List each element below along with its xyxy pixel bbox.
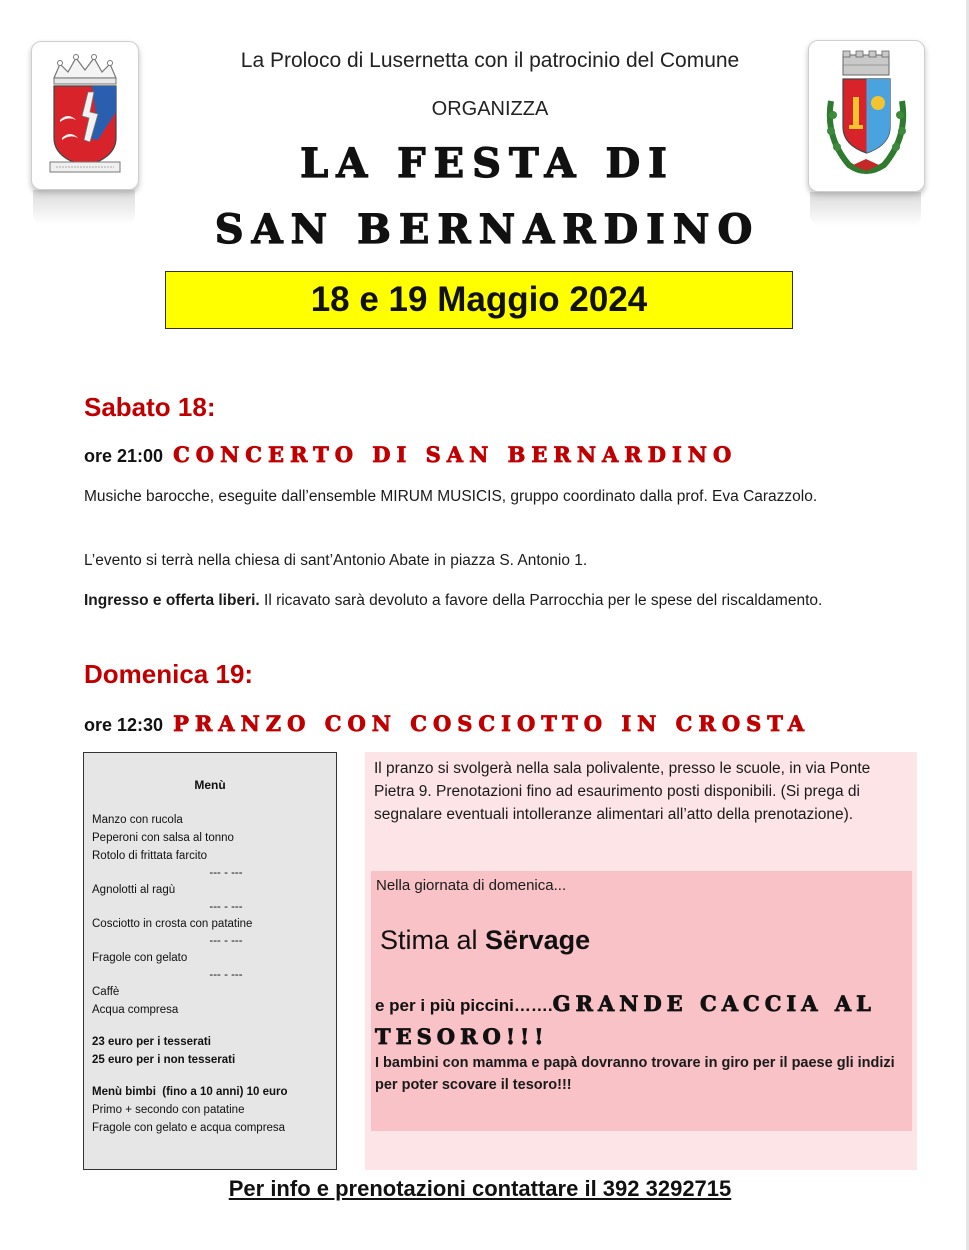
sunday-heading: Domenica 19: [84,659,254,689]
saturday-event-title: CONCERTO DI SAN BERNARDINO [173,442,738,467]
saturday-event-time: ore 21:00 [84,446,164,466]
sunday-activities-intro: Nella giornata di domenica... [376,877,567,894]
treasure-hunt-description: I bambini con mamma e papà dovranno trovare in giro per il paese gli indizi per poter scovare il tesoro!!! [375,1055,895,1093]
menu-separator: --- - --- [209,969,243,981]
saturday-entry-bold: Ingresso e offerta liberi. [84,592,260,609]
menu-item: Fragole con gelato [92,952,188,964]
stima-prefix: Stima al [380,925,486,955]
menu-item: Agnolotti al ragù [92,884,176,896]
kids-menu-item: Primo + secondo con patatine [92,1104,245,1116]
menu-price-members: 23 euro per i tesserati [92,1036,211,1048]
saturday-location: L’evento si terrà nella chiesa di sant’Antonio Abate in piazza S. Antonio 1. [84,552,588,569]
menu-title: Menù [194,778,226,792]
organizza-text: ORGANIZZA [431,98,549,120]
menu-lines [92,811,330,1137]
sunday-event-time: ore 12:30 [84,715,164,735]
treasure-hunt-line [375,988,905,1054]
contact-footer: Per info e prenotazioni contattare il 392 3292715 [228,1176,732,1201]
stima-bold: Sërvage [485,925,591,955]
page-title-line1: LA FESTA DI [300,140,675,187]
event-date-banner: 18 e 19 Maggio 2024 [165,271,793,329]
kids-menu-title: Menù bimbi (fino a 10 anni) 10 euro [92,1086,288,1098]
menu-item: Acqua compresa [92,1004,179,1016]
saturday-heading: Sabato 18: [84,392,216,422]
menu-price-non-members: 25 euro per i non tesserati [92,1054,236,1066]
menu-box [83,752,337,1170]
saturday-description: Musiche barocche, eseguite dall’ensemble MIRUM MUSICIS, gruppo coordinato dalla prof. Eva Carazzolo. [84,488,818,505]
menu-separator: --- - --- [209,867,243,879]
menu-item: Rotolo di frittata farcito [92,850,208,862]
saturday-event-line [84,442,737,467]
menu-separator: --- - --- [209,935,243,947]
stima-servage-text [380,925,590,956]
kids-menu-item: Fragole con gelato e acqua compresa [92,1122,286,1134]
treasure-hunt-title: GRANDE CACCIA AL TESORO!!! [375,991,876,1049]
sunday-event-line [84,711,810,736]
menu-item: Caffè [92,986,120,998]
treasure-hunt-prefix: e per i più piccini……. [375,996,553,1015]
saturday-entry-info [84,588,874,614]
page-title-line2: SAN BERNARDINO [214,206,761,253]
menu-item: Peperoni con salsa al tonno [92,832,234,844]
lunch-info-text: Il pranzo si svolgerà nella sala polivalente, presso le scuole, in via Ponte Pietra 9. Prenotazioni fino ad esaurimento posti disponibili. (Si prega di segnalare eventuali intolleranze alimentari all’atto della prenotazione). [374,760,871,823]
menu-separator: --- - --- [209,901,243,913]
menu-item: Cosciotto in crosta con patatine [92,918,253,930]
saturday-entry-rest: Il ricavato sarà devoluto a favore della Parrocchia per le spese del riscaldamento. [259,592,823,609]
menu-item: Manzo con rucola [92,814,183,826]
sunday-event-title: PRANZO CON COSCIOTTO IN CROSTA [173,711,811,736]
intro-text: La Proloco di Lusernetta con il patrocinio del Comune [240,49,740,72]
